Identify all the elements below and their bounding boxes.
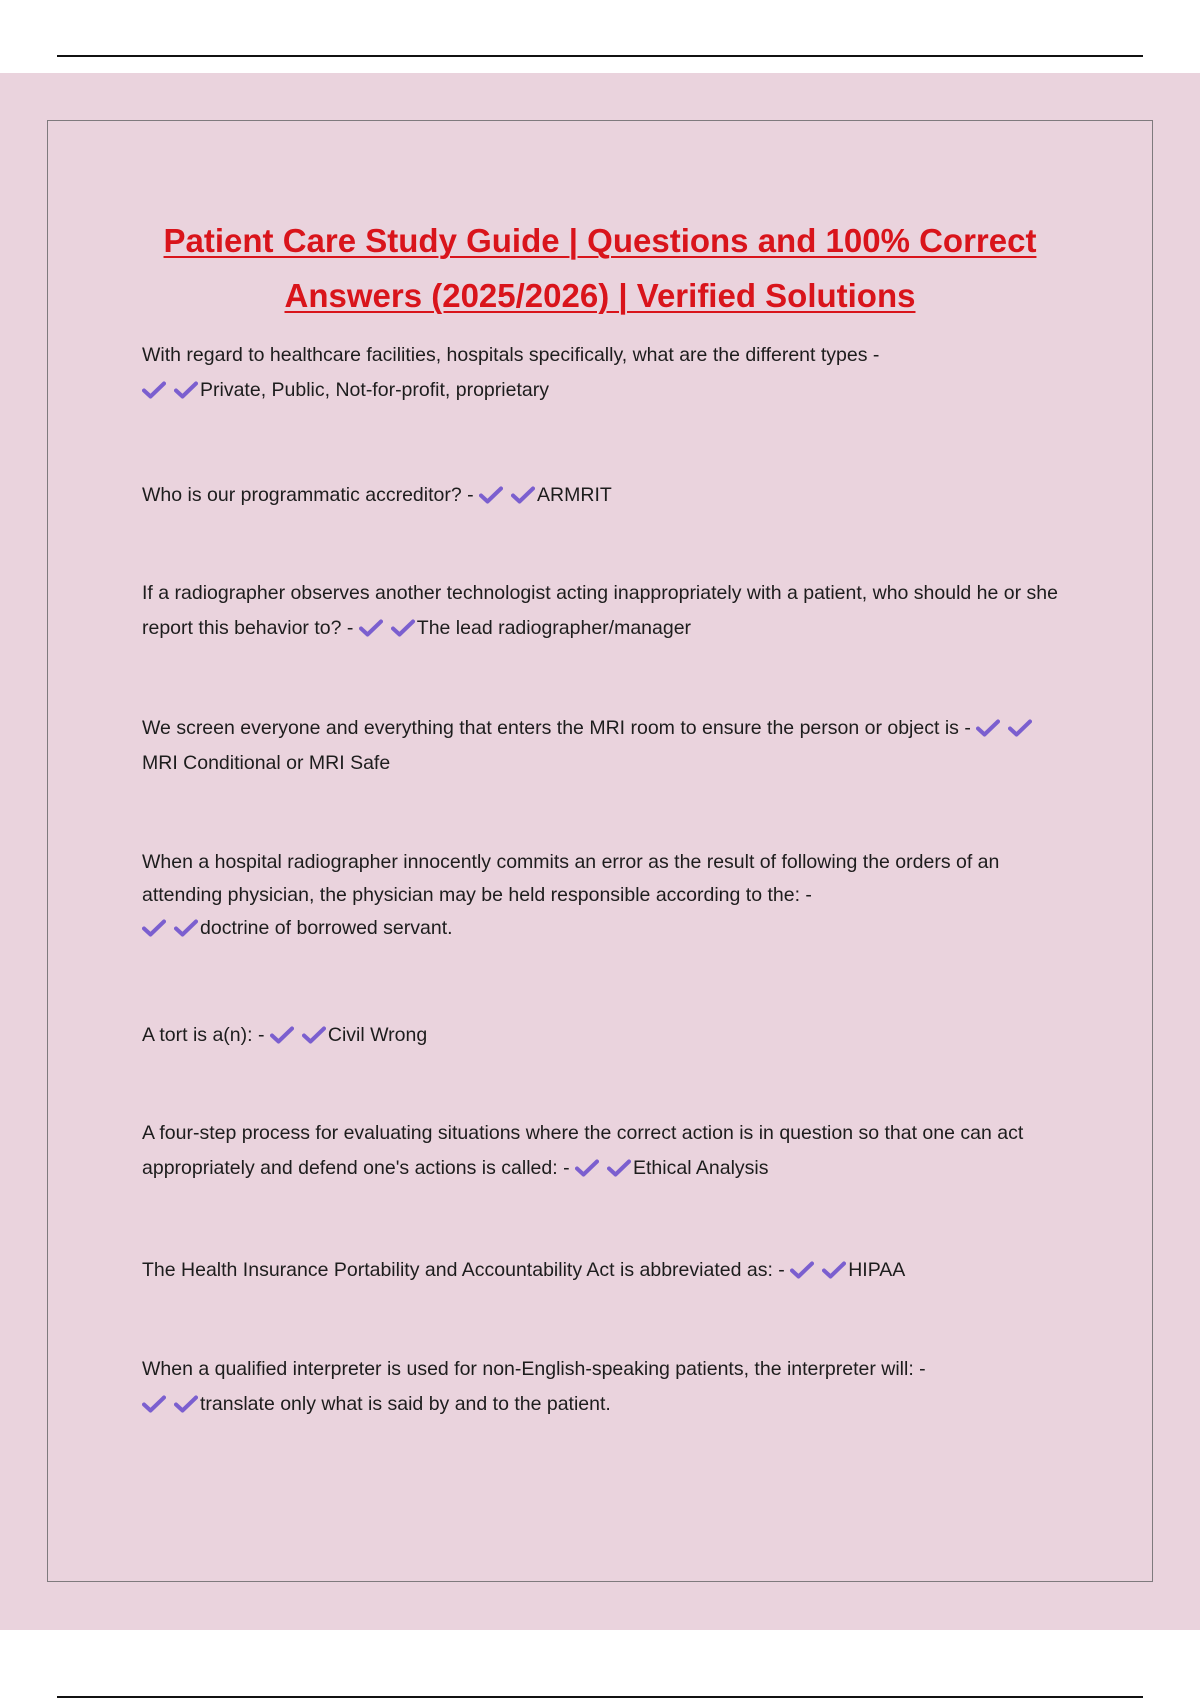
answer-text: MRI Conditional or MRI Safe: [142, 752, 391, 774]
page-title: Patient Care Study Guide | Questions and 100% Correct Answers (2025/2026) | Verified Solutions: [163, 222, 1037, 314]
question-text: The Health Insurance Portability and Accountability Act is abbreviated as: -: [142, 1259, 785, 1281]
answer-text: The lead radiographer/manager: [416, 617, 692, 639]
check-icon: [142, 919, 166, 937]
qa-item: [142, 1018, 1062, 1053]
check-icon: [511, 486, 535, 504]
question-text: Who is our programmatic accreditor? -: [142, 484, 474, 506]
answer-text: Civil Wrong: [327, 1024, 428, 1046]
check-icon: [270, 1026, 294, 1044]
question-text: When a hospital radiographer innocently commits an error as the result of following the orders of an attending physician, the physician may be held responsible according to the: -: [142, 851, 1000, 906]
qa-item: [142, 478, 1062, 513]
check-icon: [1008, 719, 1032, 737]
answer-text: ARMRIT: [537, 484, 612, 506]
check-icon: [607, 1159, 631, 1177]
question-text: With regard to healthcare facilities, hospitals specifically, what are the different types -: [142, 344, 880, 366]
check-icon: [174, 919, 198, 937]
check-icon: [142, 381, 166, 399]
qa-item: [142, 338, 1062, 408]
question-text: When a qualified interpreter is used for non-English-speaking patients, the interpreter will: -: [142, 1358, 926, 1380]
answer-text: Ethical Analysis: [633, 1157, 769, 1179]
check-icon: [790, 1261, 814, 1279]
check-icon: [822, 1261, 846, 1279]
top-rule: [57, 55, 1143, 57]
check-icon: [575, 1159, 599, 1177]
bottom-rule: [57, 1696, 1143, 1698]
answer-text: translate only what is said by and to the patient.: [200, 1393, 611, 1415]
check-icon: [174, 381, 198, 399]
qa-item: [142, 576, 1062, 646]
question-text: If a radiographer observes another technologist acting inappropriately with a patient, who should he or she report this behavior to? -: [142, 582, 1058, 639]
question-text: A four-step process for evaluating situations where the correct action is in question so that one can act appropriately and defend one's actions is called: -: [142, 1122, 1024, 1179]
answer-text: HIPAA: [848, 1259, 906, 1281]
check-icon: [174, 1395, 198, 1413]
check-icon: [976, 719, 1000, 737]
qa-item: [142, 1116, 1062, 1186]
check-icon: [479, 486, 503, 504]
qa-item: [142, 1253, 1062, 1288]
qa-item: [142, 846, 1062, 945]
answer-text: doctrine of borrowed servant.: [200, 917, 453, 939]
qa-item: [142, 711, 1062, 781]
check-icon: [359, 619, 383, 637]
check-icon: [391, 619, 415, 637]
question-text: We screen everyone and everything that enters the MRI room to ensure the person or object is -: [142, 717, 971, 739]
check-icon: [302, 1026, 326, 1044]
answer-text: Private, Public, Not-for-profit, proprietary: [200, 379, 549, 401]
question-text: A tort is a(n): -: [142, 1024, 265, 1046]
qa-item: [142, 1352, 1062, 1422]
check-icon: [142, 1395, 166, 1413]
